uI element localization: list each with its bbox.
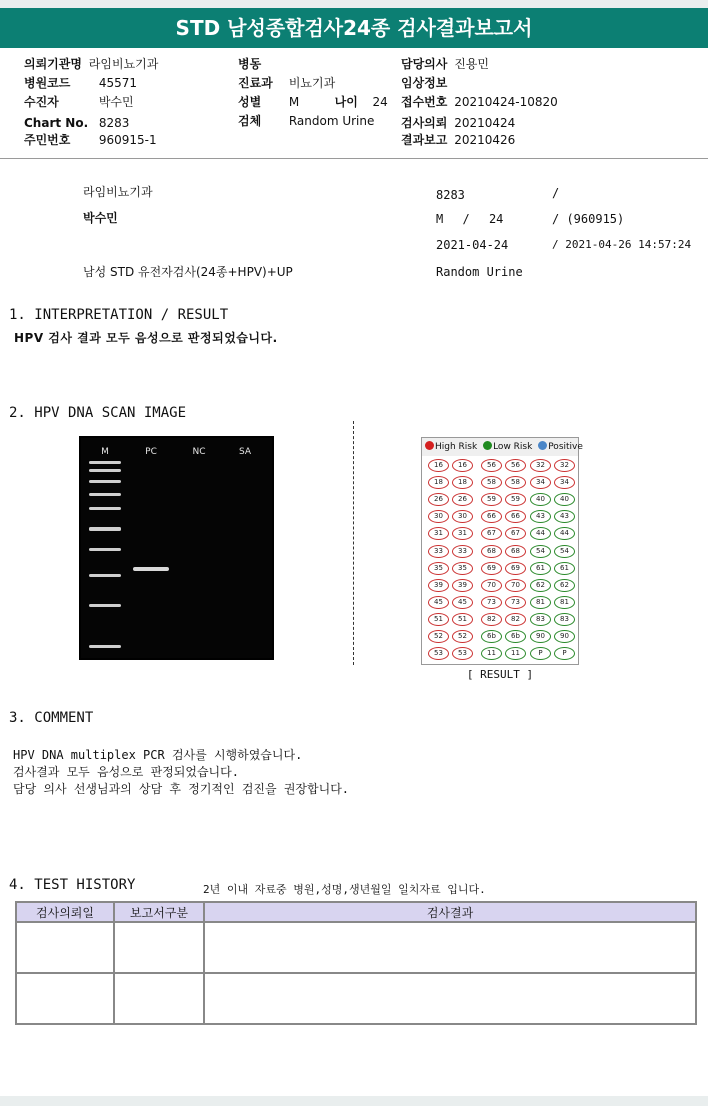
history-cell: [114, 922, 204, 973]
legend-positive: Positive: [548, 442, 583, 452]
chip-well: 33: [428, 545, 449, 558]
chip-well: 32: [554, 459, 575, 472]
chip-well: 39: [452, 579, 473, 592]
sex-label: 성별: [238, 95, 262, 109]
history-header-row: [16, 902, 696, 922]
summary-request-date: 2021-04-24: [436, 238, 509, 252]
chip-well: 53: [452, 647, 473, 660]
chip-well: 52: [452, 630, 473, 643]
gel-image: [79, 436, 274, 660]
summary-clinic: 라임비뇨기과: [83, 185, 153, 199]
chip-well: 59: [505, 493, 526, 506]
marker-ladder: [89, 461, 121, 648]
chip-legend: [422, 438, 583, 456]
chip-well: 43: [554, 510, 575, 523]
divider-dashed: [353, 421, 354, 665]
history-title: 4. TEST HISTORY: [9, 877, 136, 893]
dept-row: [238, 75, 335, 91]
marker-band: [89, 469, 121, 472]
chip-well: 81: [554, 596, 575, 609]
specimen-row: [238, 113, 374, 129]
summary-birth: / (960915): [552, 212, 625, 226]
interpretation-text: HPV 검사 결과 모두 음성으로 판정되었습니다.: [14, 331, 278, 345]
chip-well: P: [554, 647, 575, 660]
dept-label: 진료과: [238, 76, 273, 90]
scan-title: 2. HPV DNA SCAN IMAGE: [9, 405, 187, 421]
interpretation-title: 1. INTERPRETATION / RESULT: [9, 307, 229, 323]
dept-value: 비뇨기과: [288, 76, 336, 90]
doctor-value: 진용민: [454, 57, 489, 71]
chip-well: 44: [530, 527, 551, 540]
chip-well: 54: [554, 545, 575, 558]
chip-well: 51: [452, 613, 473, 626]
chip-well: 52: [428, 630, 449, 643]
chip-well: 62: [554, 579, 575, 592]
doctor-row: [401, 56, 489, 72]
legend-low-risk: Low Risk: [493, 442, 533, 452]
chip-well: 45: [452, 596, 473, 609]
chip-well: 83: [530, 613, 551, 626]
comment-title: 3. COMMENT: [9, 710, 94, 726]
chip-well: 73: [481, 596, 502, 609]
ward-label: 병동: [238, 57, 262, 71]
chip-well: 69: [481, 562, 502, 575]
pc-band: [133, 567, 169, 571]
chip-well: 32: [530, 459, 551, 472]
chip-well: 40: [530, 493, 551, 506]
institution-value: 라임비뇨기과: [88, 57, 159, 71]
marker-band: [89, 548, 121, 551]
patient-value: 박수민: [98, 95, 134, 109]
marker-band: [89, 645, 121, 648]
rrn-row: [24, 132, 157, 148]
rrn-value: 960915-1: [98, 133, 157, 147]
age-value: 24: [372, 95, 388, 109]
chip-well: 70: [505, 579, 526, 592]
chip-well: 56: [505, 459, 526, 472]
receipt-row: [401, 94, 558, 110]
chip-well: 51: [428, 613, 449, 626]
patient-label: 수진자: [24, 95, 59, 109]
age-label: 나이: [334, 95, 358, 109]
history-cell: [114, 973, 204, 1024]
history-cell: [204, 922, 696, 973]
history-table: [15, 901, 697, 1025]
chip-well: 18: [428, 476, 449, 489]
chip-well: 56: [481, 459, 502, 472]
rrn-label: 주민번호: [24, 133, 71, 147]
high-risk-dot: [425, 441, 434, 450]
table-row: [16, 973, 696, 1024]
low-risk-dot: [483, 441, 492, 450]
chip-well: 62: [530, 579, 551, 592]
gel-lane-pc: PC: [145, 447, 157, 457]
chip-well: 30: [428, 510, 449, 523]
chip-well: 83: [554, 613, 575, 626]
chip-well: 66: [481, 510, 502, 523]
chip-well: 35: [428, 562, 449, 575]
chip-well: P: [530, 647, 551, 660]
chip-well: 26: [428, 493, 449, 506]
history-cell: [16, 922, 114, 973]
chip-well: 39: [428, 579, 449, 592]
history-note: 2년 이내 자료중 병원,성명,생년월일 일치자료 입니다.: [203, 883, 486, 896]
chip-well: 68: [481, 545, 502, 558]
bottom-strip: [0, 1096, 708, 1106]
chip-well: 43: [530, 510, 551, 523]
marker-band: [89, 574, 121, 577]
chip-well: 31: [428, 527, 449, 540]
marker-band: [89, 604, 121, 607]
history-cell: [16, 973, 114, 1024]
sex-age-row: [238, 94, 388, 110]
chip-well: 40: [554, 493, 575, 506]
comment-line-3: 담당 의사 선생님과의 상담 후 정기적인 검진을 권장합니다.: [13, 782, 350, 796]
chip-well: 82: [481, 613, 502, 626]
summary-chart-no: 8283: [436, 188, 465, 202]
request-row: [401, 115, 515, 131]
chip-well: 26: [452, 493, 473, 506]
institution-label: 의뢰기관명: [24, 57, 82, 71]
chip-well: 30: [452, 510, 473, 523]
marker-band: [89, 507, 121, 510]
chip-well: 58: [481, 476, 502, 489]
patient-row: [24, 94, 134, 110]
legend-high-risk: High Risk: [435, 442, 478, 452]
marker-band: [89, 461, 121, 464]
chip-well: 81: [530, 596, 551, 609]
chip-well: 6b: [481, 630, 502, 643]
col-request-date: 검사의뢰일: [16, 902, 114, 922]
doctor-label: 담당의사: [401, 57, 448, 71]
gel-lane-m: M: [101, 447, 109, 457]
top-strip: [0, 0, 708, 8]
chip-well: 53: [428, 647, 449, 660]
report-title: STD 남성종합검사24종 검사결과보고서: [0, 8, 708, 48]
chip-well: 73: [505, 596, 526, 609]
specimen-label: 검체: [238, 114, 262, 128]
comment-line-1: HPV DNA multiplex PCR 검사를 시행하였습니다.: [13, 748, 303, 762]
chip-well: 69: [505, 562, 526, 575]
ward-row: [238, 56, 261, 72]
chart-value: 8283: [98, 116, 130, 130]
col-result: 검사결과: [204, 902, 696, 922]
comment-line-2: 검사결과 모두 음성으로 판정되었습니다.: [13, 765, 239, 779]
summary-age: 24: [488, 212, 504, 226]
chart-label: Chart No.: [24, 116, 89, 130]
chip-well: 11: [505, 647, 526, 660]
chip-well: 18: [452, 476, 473, 489]
code-value: 45571: [98, 76, 138, 90]
result-chip: [421, 437, 583, 665]
chip-well: 34: [530, 476, 551, 489]
chip-well: 31: [452, 527, 473, 540]
chip-well: 33: [452, 545, 473, 558]
report-value: 20210426: [454, 133, 516, 147]
chart-row: [24, 115, 129, 131]
summary-report-datetime: / 2021-04-26 14:57:24: [552, 238, 692, 251]
request-label: 검사의뢰: [401, 116, 448, 130]
gel-lane-nc: NC: [192, 447, 206, 457]
chip-well: 67: [505, 527, 526, 540]
chip-well: 58: [505, 476, 526, 489]
summary-slash: /: [552, 186, 560, 200]
chip-well: 68: [505, 545, 526, 558]
positive-dot: [538, 441, 547, 450]
gel-svg: [81, 438, 272, 658]
summary-test-name: 남성 STD 유전자검사(24종+HPV)+UP: [83, 265, 293, 279]
chip-well: 67: [481, 527, 502, 540]
table-row: [16, 922, 696, 973]
institution-row: [24, 56, 158, 72]
chip-well: 44: [554, 527, 575, 540]
receipt-value: 20210424-10820: [454, 95, 558, 109]
result-caption: [ RESULT ]: [466, 668, 534, 681]
marker-band: [89, 493, 121, 496]
summary-specimen: Random Urine: [436, 265, 523, 279]
summary-patient: 박수민: [83, 211, 118, 225]
receipt-label: 접수번호: [401, 95, 448, 109]
gel-lane-sa: SA: [238, 447, 252, 457]
chip-well: 34: [554, 476, 575, 489]
code-row: [24, 75, 137, 91]
report-row: [401, 132, 515, 148]
summary-sex-age-slash: /: [462, 212, 470, 226]
marker-band: [89, 480, 121, 483]
chip-well: 35: [452, 562, 473, 575]
chip-well: 45: [428, 596, 449, 609]
sex-value: M: [288, 95, 300, 109]
chip-well: 66: [505, 510, 526, 523]
specimen-value: Random Urine: [288, 114, 375, 128]
chip-well: 59: [481, 493, 502, 506]
chip-well: 16: [428, 459, 449, 472]
report-label: 결과보고: [401, 133, 448, 147]
code-label: 병원코드: [24, 76, 71, 90]
summary-sex: M: [436, 212, 444, 226]
col-report-type: 보고서구분: [114, 902, 204, 922]
header-divider: [0, 158, 708, 159]
request-value: 20210424: [454, 116, 516, 130]
history-cell: [204, 973, 696, 1024]
summary-sex-age: [436, 211, 503, 227]
marker-band: [89, 527, 121, 531]
chip-well: 82: [505, 613, 526, 626]
chip-well: 70: [481, 579, 502, 592]
chip-well: 54: [530, 545, 551, 558]
clinical-row: [401, 75, 447, 91]
chip-well: 61: [530, 562, 551, 575]
chip-well: 61: [554, 562, 575, 575]
chip-well: 90: [554, 630, 575, 643]
clinical-label: 임상정보: [401, 76, 448, 90]
chip-well: 11: [481, 647, 502, 660]
chip-well: 90: [530, 630, 551, 643]
chip-well: 6b: [505, 630, 526, 643]
chip-well: 16: [452, 459, 473, 472]
